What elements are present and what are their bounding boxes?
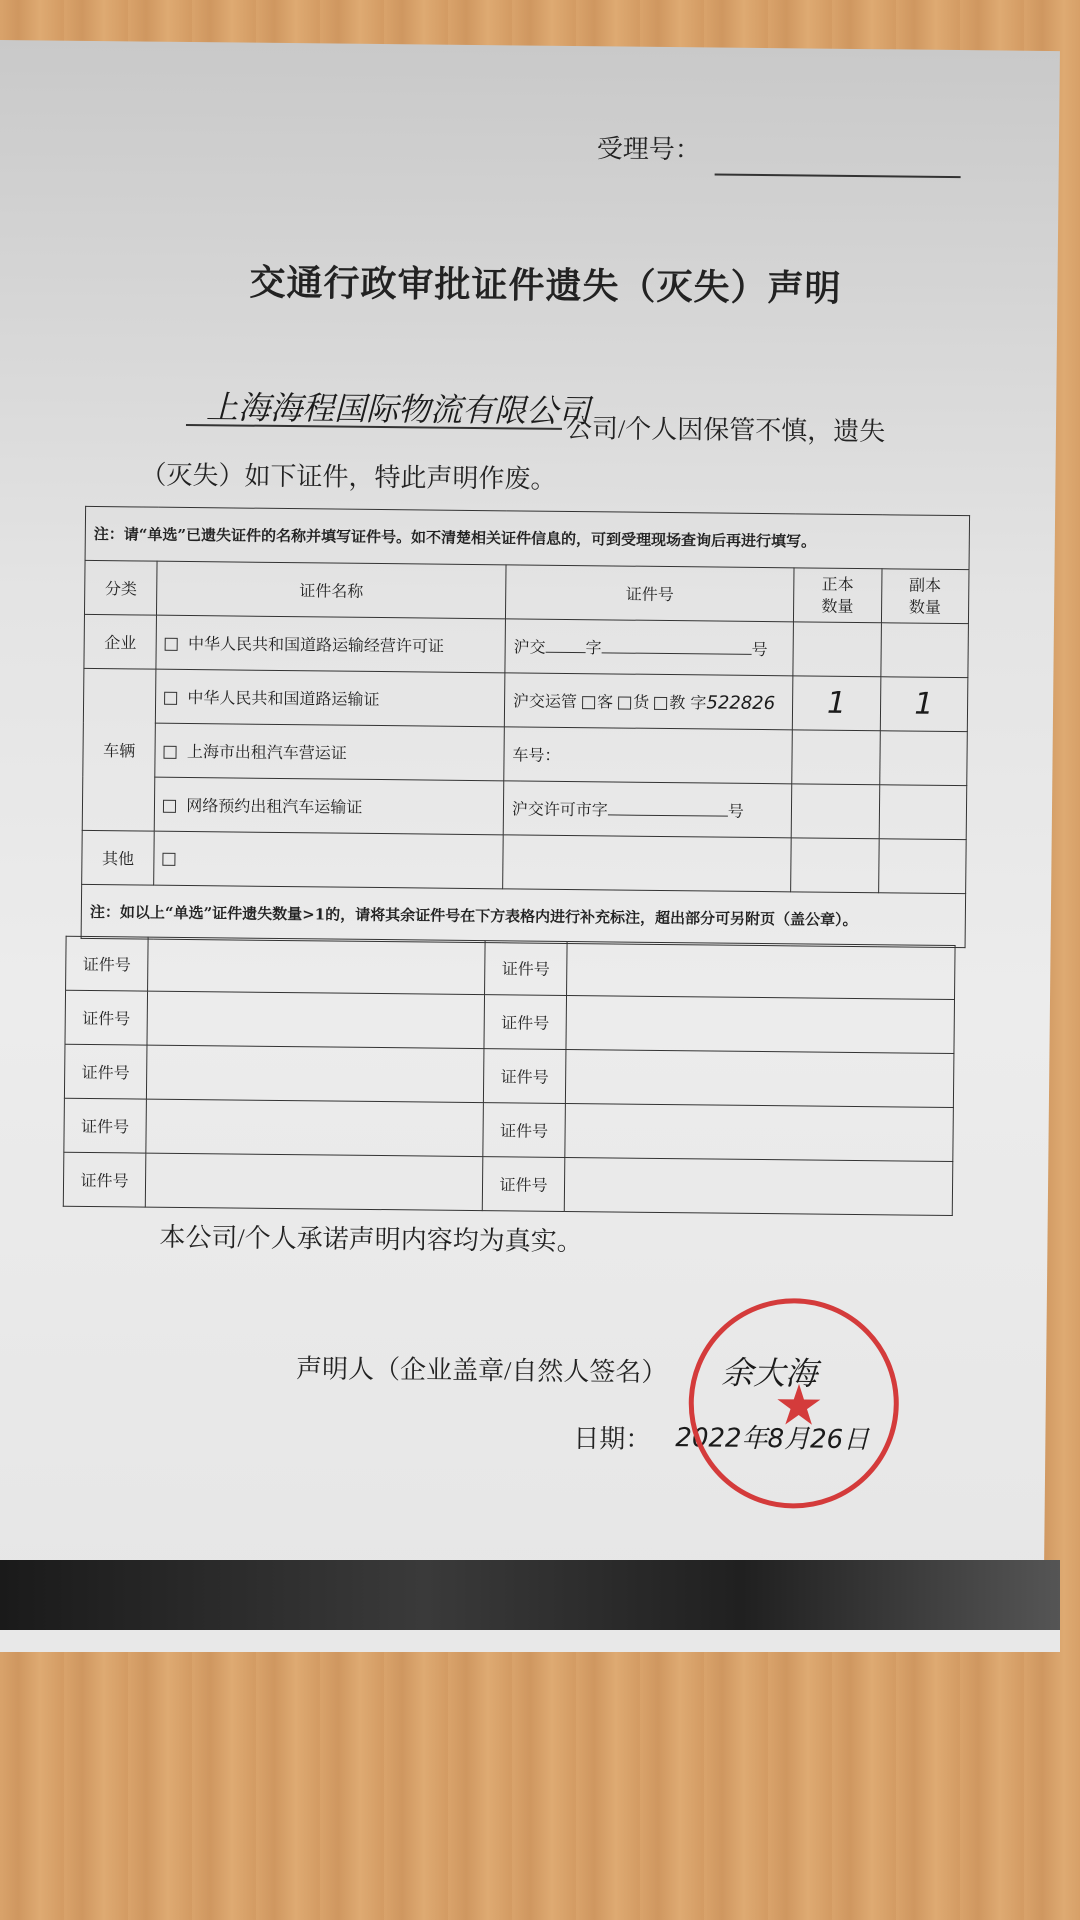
certificate-table <box>81 506 970 948</box>
row-copy-qty <box>878 839 966 894</box>
checkbox[interactable] <box>163 800 176 813</box>
row-copy-qty <box>879 731 967 786</box>
option-label: 教 <box>669 693 686 713</box>
header-copy: 副本 数量 <box>881 569 969 624</box>
extra-label: 证件号 <box>482 1157 565 1212</box>
signer-signature: 余大海 <box>720 1353 818 1393</box>
extra-label: 证件号 <box>64 1098 147 1153</box>
extra-row <box>65 990 955 1053</box>
row-char: 字 <box>690 693 707 713</box>
extra-label: 证件号 <box>483 1049 566 1104</box>
row-name: 网络预约出租汽车运输证 <box>186 795 363 817</box>
blank-line <box>608 798 728 816</box>
extra-number-table <box>63 936 956 1216</box>
extra-field[interactable] <box>565 1103 954 1161</box>
extra-row <box>66 936 956 999</box>
handwritten-number: 522826 <box>706 692 776 715</box>
document-title: 交通行政审批证件遗失（灭失）声明 <box>249 261 842 310</box>
row-original-qty <box>791 784 879 839</box>
row-copy-qty: 1 <box>880 677 968 732</box>
table-note-2: 注：如以上“单选”证件遗失数量>1的，请将其余证件号在下方表格内进行补充标注，超出部分可另附页（盖公章）。 <box>81 884 966 947</box>
extra-label: 证件号 <box>483 1103 566 1158</box>
company-handwritten: 上海海程国际物流有限公司 <box>205 388 591 431</box>
row-original-qty <box>791 838 879 893</box>
checkbox[interactable] <box>165 638 178 651</box>
row-name: 上海市出租汽车营运证 <box>186 741 347 763</box>
row-category: 其他 <box>82 830 155 885</box>
extra-field[interactable] <box>566 995 955 1053</box>
paper-edge <box>0 1630 1060 1652</box>
row-number-cell <box>505 619 794 676</box>
option-label: 货 <box>633 692 650 712</box>
row-category: 车辆 <box>82 668 156 831</box>
extra-row <box>63 1152 953 1215</box>
extra-row <box>64 1098 954 1161</box>
extra-label: 证件号 <box>485 941 568 996</box>
date-handwritten: 2022年8月26日 <box>675 1423 870 1456</box>
row-copy-qty <box>880 623 968 678</box>
row-number-cell: 车号： <box>504 727 793 784</box>
extra-row <box>64 1044 954 1107</box>
row-prefix: 沪交 <box>513 637 546 657</box>
row-name: 中华人民共和国道路运输证 <box>187 687 380 710</box>
header-original: 正本 数量 <box>794 568 882 623</box>
table-row <box>83 668 968 731</box>
accept-number-label: 受理号： <box>596 134 702 165</box>
row-name-cell <box>156 615 505 673</box>
header-number: 证件号 <box>505 565 794 622</box>
row-mid: 字 <box>585 638 602 658</box>
row-prefix: 沪交许可市字 <box>511 799 608 820</box>
extra-label: 证件号 <box>65 990 148 1045</box>
checkbox[interactable] <box>164 692 177 705</box>
extra-field[interactable] <box>564 1157 953 1215</box>
extra-label: 证件号 <box>63 1152 146 1207</box>
header-name: 证件名称 <box>157 561 506 619</box>
blank-line <box>602 636 752 655</box>
row-suffix: 号 <box>751 639 768 660</box>
checkbox[interactable] <box>163 853 176 866</box>
row-name-cell <box>156 669 505 727</box>
row-copy-qty <box>879 785 967 840</box>
row-name-cell <box>155 723 504 781</box>
signer-label: 声明人（企业盖章/自然人签名） <box>295 1354 668 1388</box>
row-original-qty: 1 <box>792 676 880 731</box>
row-number-cell <box>504 673 793 730</box>
row-original-qty <box>793 622 881 677</box>
star-icon: ★ <box>773 1373 825 1439</box>
row-category: 企业 <box>84 614 157 669</box>
row-prefix: 沪交运管 <box>512 691 578 712</box>
company-seal <box>688 1297 900 1509</box>
promise-text: 本公司/个人承诺声明内容均为真实。 <box>159 1222 583 1257</box>
extra-field[interactable] <box>146 1045 484 1103</box>
extra-field[interactable] <box>146 1099 484 1157</box>
document-paper <box>0 40 1060 1631</box>
option-label: 客 <box>596 692 614 712</box>
extra-field[interactable] <box>145 1153 483 1211</box>
checkbox[interactable] <box>164 746 177 759</box>
table-row <box>84 614 969 677</box>
table-note-1: 注：请“单选”已遗失证件的名称并填写证件号。如不清楚相关证件信息的，可到受理现场查询后再进行填写。 <box>85 506 970 569</box>
checkbox[interactable] <box>618 697 631 710</box>
blank-line <box>546 636 586 653</box>
statement-line2: （灭失）如下证件，特此声明作废。 <box>140 460 557 494</box>
checkbox[interactable] <box>582 696 595 709</box>
row-number-cell <box>503 835 792 892</box>
header-category: 分类 <box>84 560 157 615</box>
row-suffix: 号 <box>727 801 744 821</box>
extra-label: 证件号 <box>64 1044 147 1099</box>
row-original-qty <box>792 730 880 785</box>
table-row <box>82 830 967 893</box>
row-name-cell <box>154 831 503 889</box>
extra-field[interactable] <box>567 941 956 999</box>
statement-line1: 公司/个人因保管不慎，遗失 <box>565 413 886 447</box>
extra-field[interactable] <box>147 991 485 1049</box>
row-number-cell <box>503 781 792 838</box>
extra-field[interactable] <box>148 937 486 995</box>
extra-field[interactable] <box>565 1049 954 1107</box>
row-name-cell <box>155 777 504 835</box>
row-name: 中华人民共和国道路运输经营许可证 <box>187 634 445 656</box>
date-label: 日期： <box>573 1424 652 1454</box>
accept-number-line <box>715 173 961 178</box>
checkbox[interactable] <box>654 697 667 710</box>
dark-area <box>0 1560 1060 1630</box>
extra-label: 证件号 <box>66 936 149 991</box>
extra-label: 证件号 <box>484 995 567 1050</box>
table-row <box>82 776 967 839</box>
table-row <box>83 722 968 785</box>
